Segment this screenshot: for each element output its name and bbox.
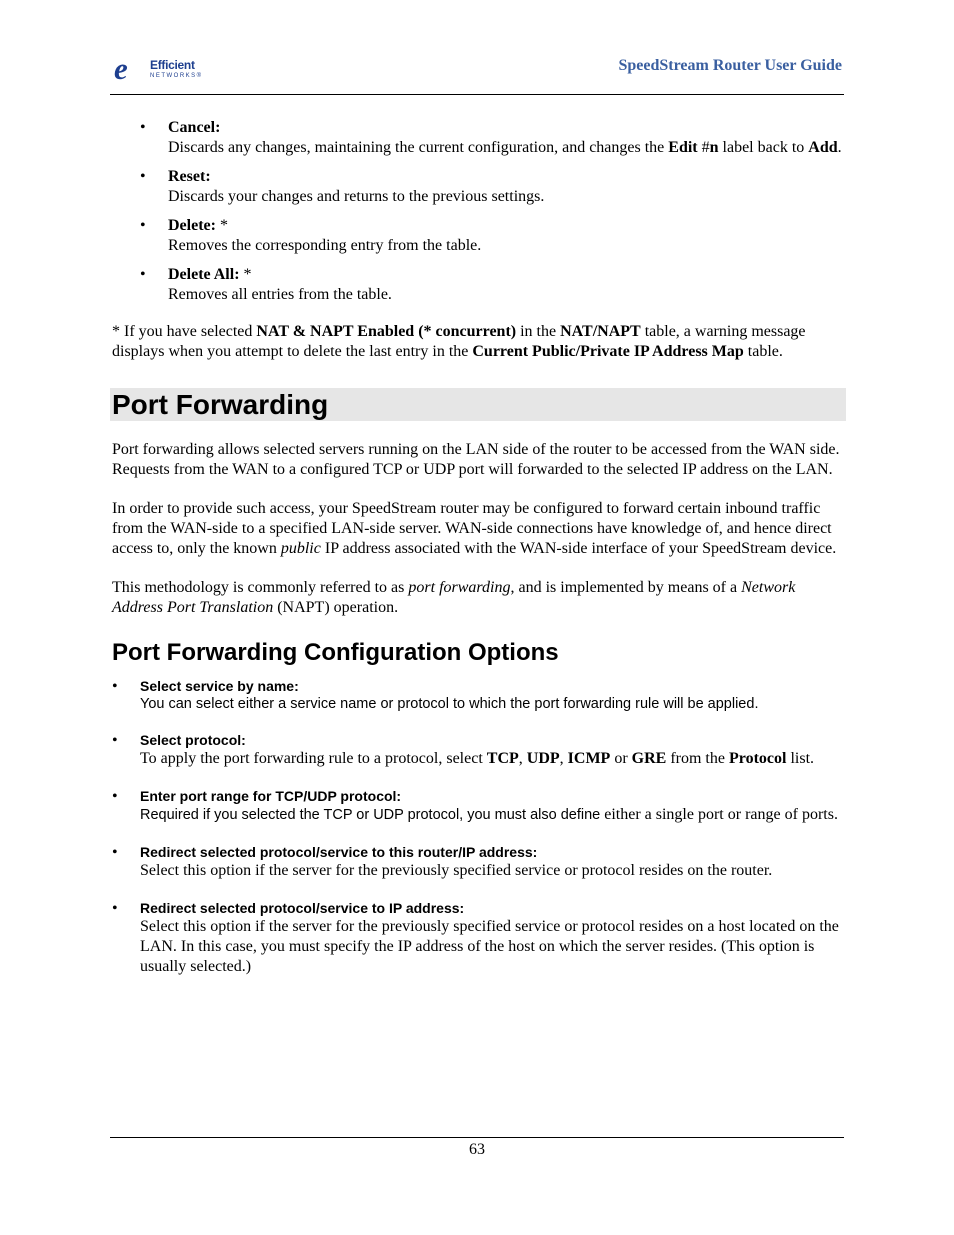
desc-bold: UDP (526, 750, 560, 767)
desc-bold: GRE (631, 750, 667, 767)
bullet-icon: • (112, 844, 118, 861)
list-item-cancel (112, 118, 844, 158)
note-text: table. (743, 343, 783, 360)
item-label: Delete: (168, 217, 216, 234)
option-select-service (112, 677, 844, 713)
item-label: Cancel: (168, 119, 221, 136)
item-desc: # (697, 139, 710, 156)
list-item-reset (112, 167, 844, 207)
item-label: Reset: (168, 168, 211, 185)
logo-e-icon: e (114, 51, 128, 86)
item-desc: Removes all entries from the table. (168, 286, 392, 303)
option-title: Redirect selected protocol/service to this router/IP address: (140, 844, 538, 860)
desc-bold: TCP (486, 750, 519, 767)
note-text: * If you have selected (112, 323, 257, 340)
page-number: 63 (469, 1141, 485, 1158)
option-desc: You can select either a service name or protocol to which the port forwarding rule will be applied. (140, 696, 759, 712)
list-item-delete-all (112, 265, 844, 305)
option-port-range (112, 787, 844, 825)
config-options-list (112, 677, 844, 977)
item-desc: Discards your changes and returns to the previous settings. (168, 188, 545, 205)
item-suffix: * (215, 217, 228, 234)
efficient-networks-logo (114, 51, 214, 86)
page-header (110, 50, 844, 95)
subsection-heading-config-options: Port Forwarding Configuration Options (112, 639, 559, 666)
desc-text-sans: Required if you selected the TCP or UDP protocol, you must also define (140, 807, 601, 823)
bullet-icon: • (112, 732, 118, 749)
bullet-icon: • (112, 788, 118, 805)
desc-text: To apply the port forwarding rule to a protocol, select (140, 750, 487, 767)
option-redirect-router (112, 843, 844, 881)
note-bold: NAT & NAPT Enabled (* concurrent) (256, 323, 517, 340)
note-text: in the (516, 323, 561, 340)
desc-text: from the (666, 750, 729, 767)
bullet-icon: • (140, 119, 146, 136)
option-title: Enter port range for TCP/UDP protocol: (140, 788, 402, 804)
paragraph-methodology (112, 578, 844, 618)
option-select-protocol (112, 731, 844, 769)
item-desc: label back to (718, 139, 809, 156)
bullet-icon: • (140, 266, 146, 283)
list-item-delete (112, 216, 844, 256)
para-italic: port forwarding (408, 579, 511, 596)
bullet-icon: • (112, 678, 118, 695)
bullet-icon: • (140, 217, 146, 234)
item-desc: . (837, 139, 842, 156)
desc-bold: ICMP (567, 750, 611, 767)
para-italic: public (280, 540, 321, 557)
paragraph-access (112, 499, 844, 559)
note-bold: Current Public/Private IP Address Map (472, 343, 744, 360)
para-text: This methodology is commonly referred to as (112, 579, 409, 596)
section-heading-port-forwarding: Port Forwarding (110, 388, 846, 421)
bullet-icon: • (140, 168, 146, 185)
desc-bold: Protocol (728, 750, 787, 767)
option-desc (140, 805, 844, 825)
option-desc: Select this option if the server for the previously specified service or protocol resides on the router. (140, 862, 773, 879)
item-desc-bold: Edit (668, 139, 698, 156)
option-title: Select service by name: (140, 678, 299, 694)
item-suffix: * (239, 266, 252, 283)
desc-text: , (559, 750, 568, 767)
option-title: Select protocol: (140, 732, 246, 748)
desc-text: either a single port or range of ports. (600, 806, 838, 823)
option-redirect-ip (112, 899, 844, 977)
button-descriptions-list (112, 118, 844, 305)
para-text: IP address associated with the WAN-side interface of your SpeedStream device. (320, 540, 837, 557)
logo-wordmark: Efficient (150, 58, 195, 72)
item-desc: Discards any changes, maintaining the current configuration, and changes the (168, 139, 669, 156)
page-content (112, 118, 844, 995)
desc-text: or (610, 750, 632, 767)
item-label: Delete All: (168, 266, 240, 283)
desc-text: , (518, 750, 527, 767)
document-title: SpeedStream Router User Guide (618, 57, 842, 74)
para-text: , and is implemented by means of a (510, 579, 742, 596)
item-desc-bold: Add (808, 139, 838, 156)
note-bold: NAT/NAPT (560, 323, 641, 340)
desc-text: list. (786, 750, 815, 767)
para-text: In order to provide such access, your SpeedStream router may be configured to forward certain inbound traffic from the WAN-side to a specified LAN-side server. WAN-side connections have knowledge of, and hence direct access to, only the known (112, 500, 832, 557)
para-text: (NAPT) operation. (273, 599, 399, 616)
option-desc (140, 749, 844, 769)
para-italic: Network Address Port Translation (112, 579, 796, 616)
footnote-warning (112, 322, 844, 362)
note-text: table, a warning message displays when you attempt to delete the last entry in the (112, 323, 806, 360)
paragraph-intro: Port forwarding allows selected servers running on the LAN side of the router to be accessed from the WAN side. Requests from the WAN to a configured TCP or UDP port will forwarded to the selected IP address on the LAN. (112, 441, 840, 478)
option-title: Redirect selected protocol/service to IP address: (140, 900, 465, 916)
page-footer (110, 1137, 844, 1160)
item-desc-bold: n (709, 139, 719, 156)
item-desc: Removes the corresponding entry from the table. (168, 237, 482, 254)
bullet-icon: • (112, 900, 118, 917)
logo-subtitle: NETWORKS® (150, 73, 203, 79)
option-desc: Select this option if the server for the previously specified service or protocol resides on a host located on the LAN. In this case, you must specify the IP address of the host on which the server resides. (This option is usually selected.) (140, 918, 839, 975)
